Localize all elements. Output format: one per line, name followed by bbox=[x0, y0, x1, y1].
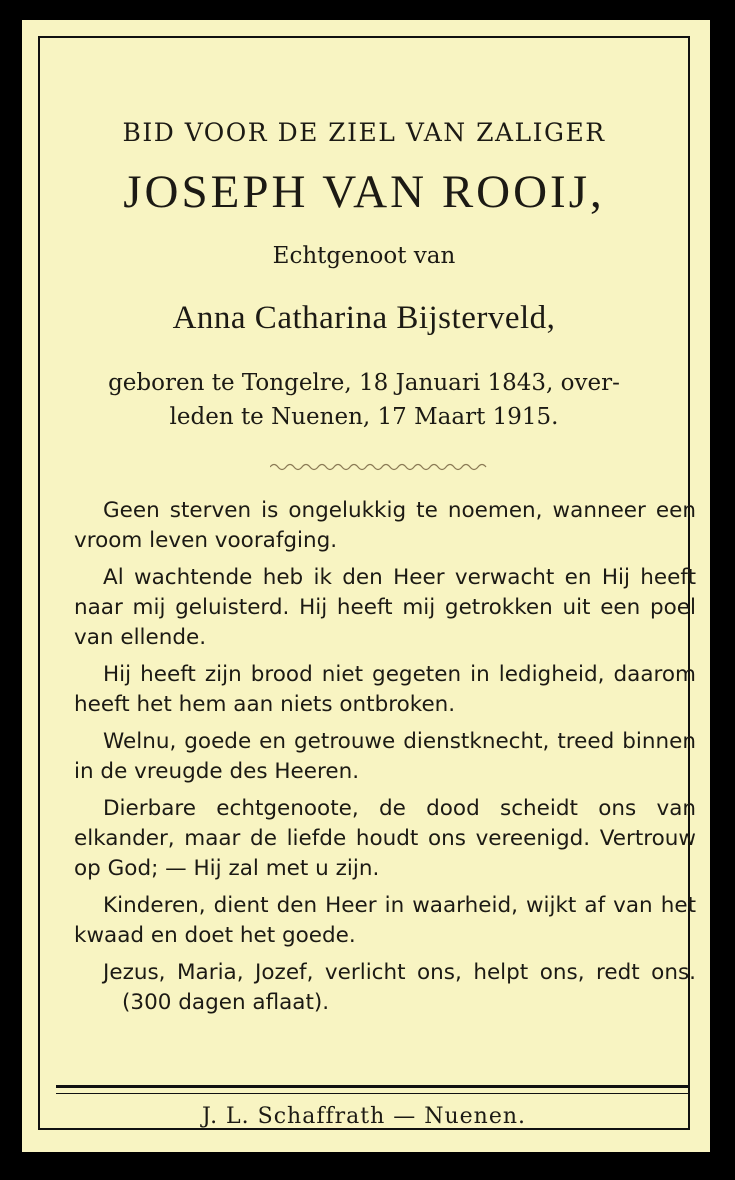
paragraph: Geen sterven is ongelukkig te noemen, wanneer een vroom leven voorafging. bbox=[74, 498, 696, 553]
indulgence-note: (300 dagen aflaat). bbox=[122, 990, 330, 1015]
prayer-text: Jezus, Maria, Jozef, verlicht ons, helpt ons, redt ons. bbox=[103, 960, 696, 985]
spouse-name: Anna Catharina Bijsterveld, bbox=[172, 300, 556, 336]
footer-rule-thin bbox=[56, 1093, 688, 1094]
memorial-card bbox=[22, 20, 710, 1152]
memorial-text bbox=[74, 496, 696, 1025]
paragraph: Welnu, goede en getrouwe dienstknecht, treed binnen in de vreugde des Heeren. bbox=[74, 729, 696, 784]
birth-line: geboren te Tongelre, 18 Januari 1843, over- bbox=[108, 370, 620, 396]
footer-rule-thick bbox=[56, 1085, 688, 1088]
paragraph: Hij heeft zijn brood niet gegeten in ledigheid, daarom heeft het hem aan niets ontbroken. bbox=[74, 662, 696, 717]
prayer-paragraph bbox=[74, 958, 696, 1018]
relation-label: Echtgenoot van bbox=[272, 243, 456, 269]
prayer-heading: BID VOOR DE ZIEL VAN ZALIGER bbox=[122, 118, 606, 147]
death-line: leden te Nuenen, 17 Maart 1915. bbox=[169, 404, 559, 430]
paragraph: Dierbare echtgenoote, de dood scheidt ons van elkander, maar de liefde houdt ons vereenigd. Vertrouw op God; — Hij zal met u zijn. bbox=[74, 796, 696, 881]
paragraph: Kinderen, dient den Heer in waarheid, wijkt af van het kwaad en doet het goede. bbox=[74, 893, 696, 948]
deceased-name: JOSEPH VAN ROOIJ, bbox=[123, 166, 605, 218]
ornament-divider bbox=[270, 462, 492, 472]
printer-credit: J. L. Schaffrath — Nuenen. bbox=[201, 1104, 527, 1129]
paragraph: Al wachtende heb ik den Heer verwacht en Hij heeft naar mij geluisterd. Hij heeft mij getrokken uit een poel van ellende. bbox=[74, 565, 696, 650]
card-frame bbox=[38, 36, 696, 1130]
